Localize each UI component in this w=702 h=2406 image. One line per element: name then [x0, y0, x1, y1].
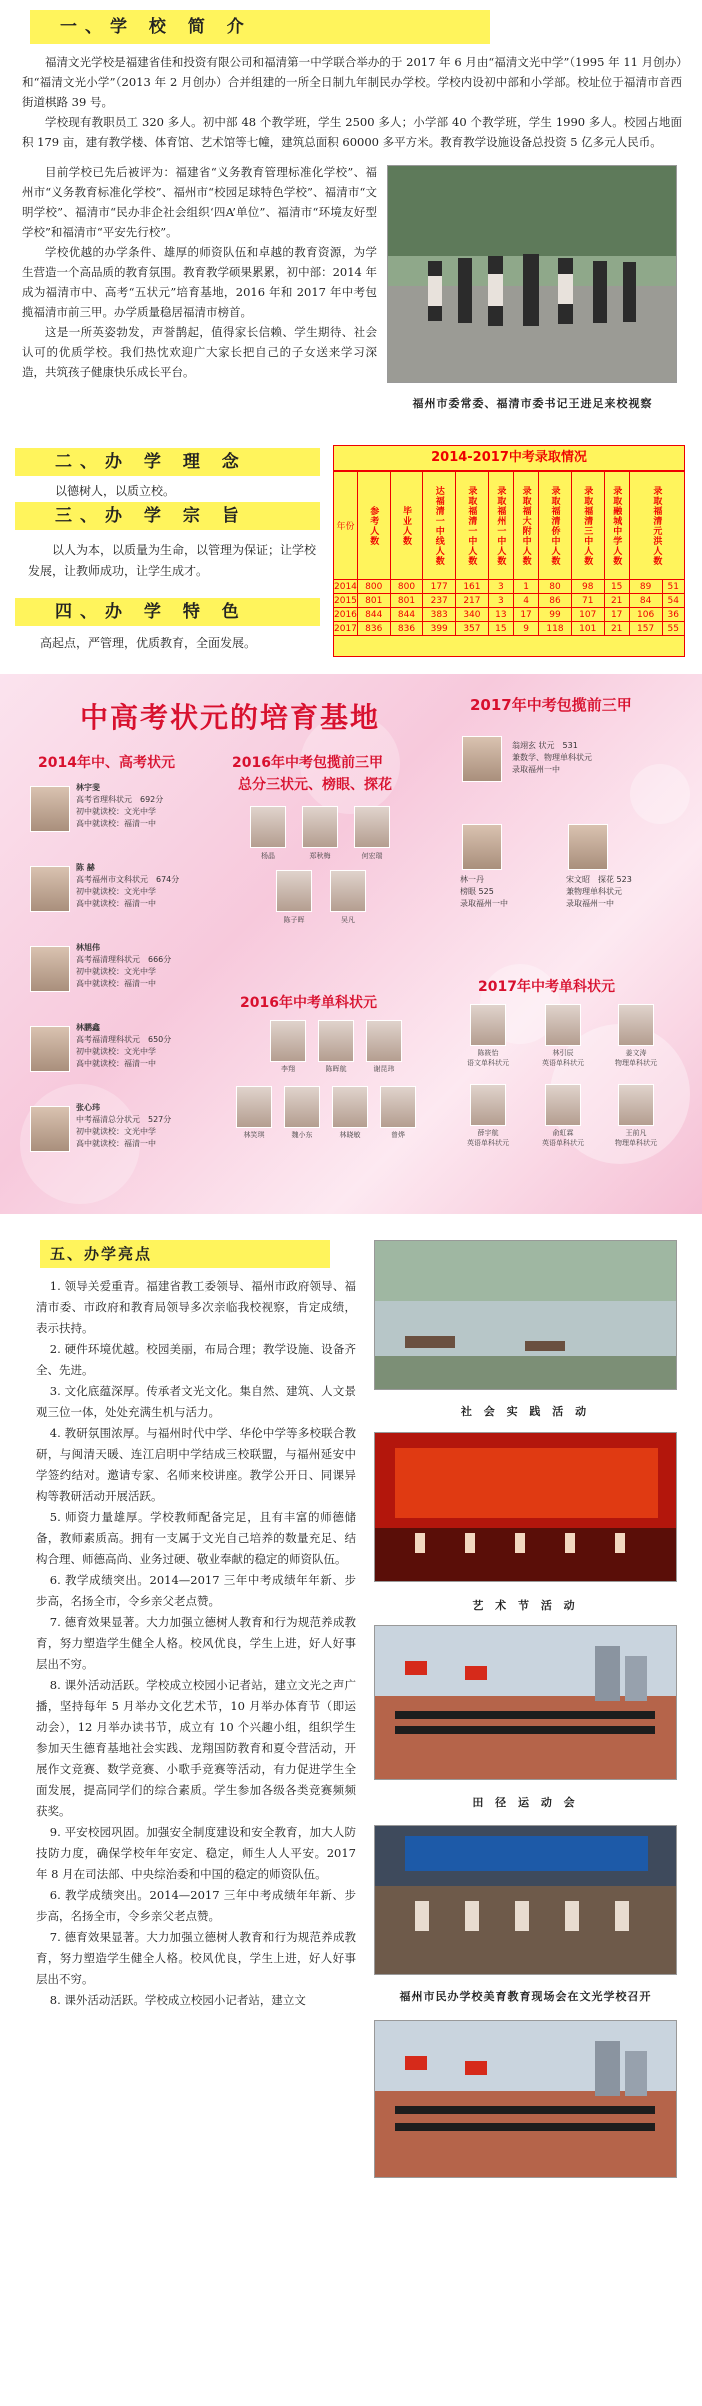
student-info-line: 初中就读校：文光中学	[76, 1127, 156, 1136]
student-photo	[470, 1084, 506, 1126]
highlight-item: 6. 教学成绩突出。2014—2017 三年中考成绩年年新、步步高，名扬全市，令乡亲父老点赞。	[36, 1573, 356, 1608]
table-cell: 801	[390, 594, 423, 608]
student-info-line: 初中就读校：文光中学	[76, 807, 156, 816]
student-name: 陈筱怡	[477, 1049, 499, 1057]
highlight-item: 4. 教研氛围浓厚。与福州时代中学、华伦中学等多校联合教研，与闽清天暖、连江启明中学结成三校联盟，与福州延安中学签约结对。邀请专家、名师来校讲座。教学公开日、同课异构等教研活动开展活跃。	[36, 1426, 356, 1503]
table-header-cell: 录取福清三中人数	[571, 472, 604, 580]
table-row	[334, 594, 685, 608]
table-header-cell: 达福清一中线人数	[423, 472, 456, 580]
intro-paragraph-5: 这是一所英姿勃发，声誉鹊起，值得家长信赖、学生期待、社会认可的优质学校。我们热忱欢迎广大家长把自己的子女送来学习深造，共筑孩子健康快乐成长平台。	[22, 325, 377, 379]
student-photo	[618, 1084, 654, 1126]
student-name: 谢昆玮	[373, 1065, 395, 1073]
table-cell: 86	[539, 594, 572, 608]
student-photo	[462, 824, 502, 870]
student-info	[566, 874, 676, 910]
student-info-line: 林旭伟	[76, 943, 100, 952]
student-info-line: 高考省理科状元 692分	[76, 795, 164, 804]
student-name: 杨晶	[261, 852, 275, 860]
student-info-line: 录取福州一中	[566, 899, 614, 908]
social-practice-caption: 社 会 实 践 活 动	[460, 1405, 591, 1418]
intro-paragraph-4: 学校优越的办学条件、雄厚的师资队伍和卓越的教育资源，为学生营造一个高品质的教育氛围。教育教学硕果累累，初中部：2014 年成为福清市中、高考“五状元”培育基地，2016 年和 2017 年中考包揽福清市前三甲。办学质量稳居福清市榜首。	[22, 245, 377, 319]
table-cell: 106	[629, 608, 662, 622]
section2-title: 二、办 学 理 念	[15, 448, 320, 476]
table-header-cell: 年份	[334, 472, 358, 580]
intro-paragraph-2: 学校现有教职员工 320 多人。初中部 48 个教学班，学生 2500 多人；小学部 40 个教学班，学生 1990 多人。校园占地面积 179 亩，建有教学楼、体育馆、艺术馆等七幢，建筑总面积 60000 多平方米。教育教学设施设备总投资 5 亿多元人民币。	[22, 115, 682, 149]
student-subject: 英语单科状元	[542, 1139, 584, 1147]
highlight-item: 9. 平安校园巩固。加强安全制度建设和安全教育，加大人防技防力度，确保学校年年安定、稳定，师生人人平安。2017 年 8 月在司法部、中央综治委和中国的稳定的师资队伍。	[36, 1825, 356, 1881]
intro-paragraph-3: 目前学校已先后被评为：福建省“义务教育管理标准化学校”、福州市“义务教育标准化学校”、福州市“校园足球特色学校”、福清市“文明学校”、福清市“民办非企社会组织‘四A’单位”、福清市“环境友好型学校”和福清市“平安先行校”。	[22, 165, 377, 239]
sports-meet-caption: 田 径 运 动 会	[472, 1796, 579, 1809]
student-info-line: 兼物理单科状元	[566, 887, 622, 896]
highlight-item: 8. 课外活动活跃。学校成立校园小记者站，建立文光之声广播，坚持每年 5 月举办文化艺术节，10 月举办体育节（即运动会），12 月举办读书节，成立有 10 个兴趣小组，组织学生参加天生德育基地社会实践、龙翔国防教育和夏令营活动，开展作文竞赛、数学竞赛、小歌手竞赛等活动，有力促进学生全面发展，提高同学们的综合素质。学生参加各级各类竞赛频频获奖。	[36, 1678, 356, 1818]
table-cell: 2015	[334, 595, 357, 606]
student-subject: 物理单科状元	[615, 1059, 657, 1067]
highlights-list	[36, 1276, 356, 2011]
table-cell: 99	[539, 608, 572, 622]
student-name: 林晓敏	[339, 1131, 361, 1139]
poster-2016-top-title: 2016年中考包揽前三甲	[232, 755, 383, 771]
student-subject: 英语单科状元	[467, 1139, 509, 1147]
student-name: 魏小东	[291, 1131, 313, 1139]
sports-meet-photo	[374, 1625, 677, 1780]
student-photo	[354, 806, 390, 848]
student-photo	[462, 736, 502, 782]
student-info	[76, 942, 236, 990]
highlight-item: 3. 文化底蕴深厚。传承者文光文化。集自然、建筑、人文景观三位一体，处处充满生机与活力。	[36, 1384, 356, 1419]
student-info-line: 林鹏鑫	[76, 1023, 100, 1032]
art-festival-caption: 艺 术 节 活 动	[472, 1599, 579, 1612]
table-cell: 107	[571, 608, 604, 622]
student-photo	[380, 1086, 416, 1128]
student-info-line: 张心玮	[76, 1103, 100, 1112]
table-row	[334, 580, 685, 594]
table-cell: 17	[513, 608, 538, 622]
section3-text: 以人为本，以质量为生命，以管理为保证；让学校发展，让教师成功，让学生成才。	[28, 543, 317, 578]
student-photo	[545, 1004, 581, 1046]
art-festival-photo	[374, 1432, 677, 1582]
student-name: 薛宇航	[477, 1129, 499, 1137]
student-name: 陈晖航	[325, 1065, 347, 1073]
table-header-cell: 毕业人数	[390, 472, 423, 580]
highlight-item: 7. 德育效果显著。大力加强立德树人教育和行为规范养成教育，努力塑造学生健全人格。校风优良，学生上进，好人好事层出不穷。	[36, 1930, 356, 1986]
student-info-line: 高中就读校：福清一中	[76, 979, 156, 988]
meeting-photo	[374, 1825, 677, 1975]
student-info-line: 宋文昭 探花 523	[566, 875, 632, 884]
student-photo	[250, 806, 286, 848]
section3-title: 三、办 学 宗 旨	[15, 502, 320, 530]
highlight-item: 7. 德育效果显著。大力加强立德树人教育和行为规范养成教育，努力塑造学生健全人格。校风优良，学生上进，好人好事层出不穷。	[36, 1615, 356, 1671]
table-cell: 836	[357, 622, 390, 636]
student-photo	[318, 1020, 354, 1062]
student-info-line: 翁翊玄 状元 531	[512, 741, 578, 750]
student-info-line: 高中就读校：福清一中	[76, 1139, 156, 1148]
student-name: 林引辰	[552, 1049, 574, 1057]
table-cell: 237	[423, 594, 456, 608]
student-info	[460, 874, 570, 910]
student-name: 曾烨	[391, 1131, 405, 1139]
table-cell: 177	[423, 580, 456, 594]
poster-2016-top-subtitle: 总分三状元、榜眼、探花	[238, 777, 392, 793]
student-info-line: 陈 赫	[76, 863, 95, 872]
table-header-cell: 录取福州一中人数	[488, 472, 513, 580]
table-header-cell: 录取融城中学人数	[604, 472, 629, 580]
poster-2016-single-title: 2016年中考单科状元	[240, 995, 377, 1011]
student-info-line: 初中就读校：文光中学	[76, 1047, 156, 1056]
table-cell: 13	[488, 608, 513, 622]
student-subject: 英语单科状元	[542, 1059, 584, 1067]
student-photo	[276, 870, 312, 912]
student-photo	[30, 1026, 70, 1072]
student-info-line: 高考福清理科状元 666分	[76, 955, 172, 964]
table-cell: 383	[423, 608, 456, 622]
table-cell: 2017	[334, 623, 357, 634]
student-name: 吴凡	[341, 916, 355, 924]
student-photo	[30, 946, 70, 992]
student-photo	[30, 866, 70, 912]
student-info-line: 高中就读校：福清一中	[76, 819, 156, 828]
section4-title: 四、办 学 特 色	[15, 598, 320, 626]
table-cell: 836	[390, 622, 423, 636]
table-row	[334, 622, 685, 636]
table-cell: 801	[357, 594, 390, 608]
student-info-line: 林宇斐	[76, 783, 100, 792]
table-cell: 2016	[334, 609, 357, 620]
table-cell: 36	[662, 608, 685, 622]
student-info-line: 兼数学、物理单科状元	[512, 753, 592, 762]
table-cell: 80	[539, 580, 572, 594]
table-cell: 800	[357, 580, 390, 594]
table-cell: 844	[390, 608, 423, 622]
table-cell: 3	[488, 594, 513, 608]
student-info-line: 高中就读校：福清一中	[76, 1059, 156, 1068]
student-photo	[302, 806, 338, 848]
table-cell: 9	[513, 622, 538, 636]
student-photo	[330, 870, 366, 912]
section1-title: 一、学 校 简 介	[30, 10, 490, 44]
inspection-photo	[387, 165, 677, 383]
table-cell: 1	[513, 580, 538, 594]
achievement-poster	[0, 674, 702, 1214]
section4-text: 高起点，严管理，优质教育，全面发展。	[40, 636, 257, 650]
social-practice-photo	[374, 1240, 677, 1390]
highlight-item: 8. 课外活动活跃。学校成立校园小记者站，建立文	[49, 1993, 306, 2007]
student-photo	[366, 1020, 402, 1062]
table-cell: 15	[604, 580, 629, 594]
student-name: 何宏瑞	[361, 852, 383, 860]
table-cell: 161	[456, 580, 489, 594]
student-name: 俞虹霖	[552, 1129, 574, 1137]
student-name: 王前凡	[625, 1129, 647, 1137]
student-photo	[284, 1086, 320, 1128]
highlight-item: 2. 硬件环境优越。校园美丽，布局合理；教学设施、设备齐全、先进。	[36, 1342, 356, 1377]
student-info	[512, 740, 652, 776]
student-name: 陈子晖	[283, 916, 305, 924]
table-header-cell: 录取福清侨中人数	[539, 472, 572, 580]
table-row	[334, 608, 685, 622]
student-info-line: 高考福清理科状元 650分	[76, 1035, 172, 1044]
student-info-line: 高考福州市文科状元 674分	[76, 875, 180, 884]
table-cell: 217	[456, 594, 489, 608]
table-cell: 399	[423, 622, 456, 636]
table-cell: 157	[629, 622, 662, 636]
student-photo	[568, 824, 608, 870]
poster-title: 中高考状元的培育基地	[80, 701, 381, 734]
poster-2017-top-title: 2017年中考包揽前三甲	[470, 696, 632, 714]
table-header-cell: 参考人数	[357, 472, 390, 580]
student-info-line: 初中就读校：文光中学	[76, 887, 156, 896]
student-info	[76, 782, 236, 830]
student-info	[76, 1102, 236, 1150]
student-info	[76, 1022, 236, 1070]
student-photo	[30, 1106, 70, 1152]
table-cell: 55	[662, 622, 685, 636]
table-cell: 71	[571, 594, 604, 608]
table-header-row	[334, 472, 685, 580]
student-photo	[270, 1020, 306, 1062]
student-photo	[545, 1084, 581, 1126]
section5-title: 五、办学亮点	[40, 1240, 330, 1268]
section2-text: 以德树人，以质立校。	[55, 484, 176, 498]
sports-meet-photo-2	[374, 2020, 677, 2178]
student-photo	[332, 1086, 368, 1128]
student-info-line: 榜眼 525	[460, 887, 494, 896]
student-info-line: 录取福州一中	[460, 899, 508, 908]
intro-block-left	[22, 162, 377, 382]
student-name: 郑秋梅	[309, 852, 331, 860]
intro-paragraph-1: 福清文光学校是福建省佳和投资有限公司和福清第一中学联合举办的于 2017 年 6 月由“福清文光中学”（1995 年 11 月创办）和“福清文光小学”（2013 年 2 月创办）合并组建的一所全日制九年制民办学校。学校内设初中部和小学部。校址位于福清市音西街道棋路 39 号。	[22, 55, 682, 109]
table-cell: 101	[571, 622, 604, 636]
student-info	[76, 862, 236, 910]
student-photo	[30, 786, 70, 832]
enrollment-table-title: 2014-2017中考录取情况	[334, 446, 684, 471]
student-name: 林笑琪	[243, 1131, 265, 1139]
inspection-photo-caption: 福州市委常委、福清市委书记王进足来校视察	[412, 397, 653, 410]
student-info-line: 高中就读校：福清一中	[76, 899, 156, 908]
table-cell: 844	[357, 608, 390, 622]
table-cell: 54	[662, 594, 685, 608]
meeting-caption: 福州市民办学校美育教育现场会在文光学校召开	[399, 1990, 652, 2003]
student-name: 李翔	[281, 1065, 295, 1073]
poster-2014-title: 2014年中、高考状元	[38, 755, 175, 771]
table-cell: 15	[488, 622, 513, 636]
highlight-item: 1. 领导关爱重青。福建省教工委领导、福州市政府领导、福清市委、市政府和教育局领导多次亲临我校视察，肯定成绩，表示扶持。	[36, 1279, 356, 1335]
table-cell: 2014	[334, 581, 357, 592]
student-photo	[618, 1004, 654, 1046]
table-header-cell: 录取福清元洪人数	[629, 472, 684, 580]
highlight-item: 5. 师资力量雄厚。学校教师配备完足，且有丰富的师德储备，教师素质高。拥有一支属于文光自己培养的数量充足、结构合理、师德高尚、业务过硬、敬业奉献的稳定的师资队伍。	[36, 1510, 356, 1566]
table-cell: 17	[604, 608, 629, 622]
enrollment-table-panel	[333, 445, 685, 657]
table-cell: 21	[604, 622, 629, 636]
table-cell: 3	[488, 580, 513, 594]
enrollment-table	[333, 471, 685, 636]
table-cell: 84	[629, 594, 662, 608]
table-header-cell: 录取福大附中人数	[513, 472, 538, 580]
student-photo	[236, 1086, 272, 1128]
highlight-item: 6. 教学成绩突出。2014—2017 三年中考成绩年年新、步步高，名扬全市，令乡亲父老点赞。	[36, 1888, 356, 1923]
student-info-line: 中考福清总分状元 527分	[76, 1115, 172, 1124]
table-cell: 21	[604, 594, 629, 608]
table-cell: 800	[390, 580, 423, 594]
student-subject: 物理单科状元	[615, 1139, 657, 1147]
student-info-line: 林一丹	[460, 875, 484, 884]
student-photo	[470, 1004, 506, 1046]
poster-2017-single-title: 2017年中考单科状元	[478, 979, 615, 995]
table-cell: 4	[513, 594, 538, 608]
table-cell: 357	[456, 622, 489, 636]
table-cell: 340	[456, 608, 489, 622]
table-cell: 89	[629, 580, 662, 594]
student-info-line: 初中就读校：文光中学	[76, 967, 156, 976]
student-info-line: 录取福州一中	[512, 765, 560, 774]
table-header-cell: 录取福清一中人数	[456, 472, 489, 580]
student-subject: 语文单科状元	[467, 1059, 509, 1067]
intro-block	[22, 52, 682, 152]
table-cell: 98	[571, 580, 604, 594]
table-cell: 118	[539, 622, 572, 636]
student-name: 姜文涛	[625, 1049, 647, 1057]
table-cell: 51	[662, 580, 685, 594]
